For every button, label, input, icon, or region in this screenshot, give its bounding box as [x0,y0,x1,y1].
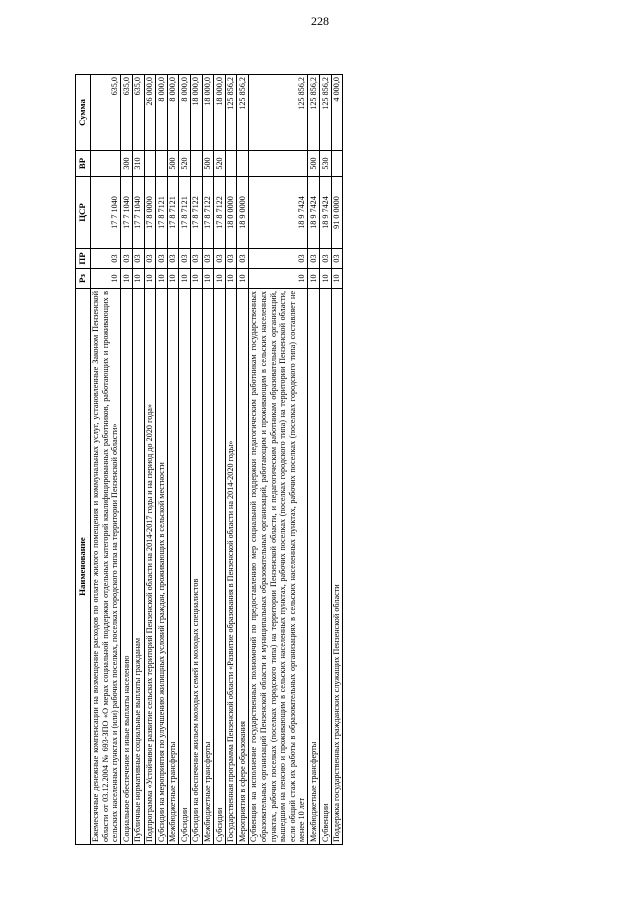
cell-name: Субсидии на обеспечение жильем молодых семей и молодых специалистов [190,289,202,845]
cell-rz: 10 [248,269,308,289]
cell-sum: 4 000,0 [331,75,343,151]
cell-csr: 17 7 1040 [90,177,121,249]
cell-csr: 17 8 7121 [179,177,191,249]
cell-csr: 17 8 7122 [202,177,214,249]
cell-vr: 300 [121,151,133,177]
cell-rz: 10 [156,269,168,289]
cell-sum: 635,0 [90,75,121,151]
cell-sum: 8 000,0 [156,75,168,151]
cell-vr [156,151,168,177]
cell-name: Субвенции [320,289,332,845]
cell-pr: 03 [121,249,133,269]
cell-name: Поддержка государственных гражданских служащих Пензенской области [331,289,343,845]
cell-csr: 18 9 7424 [308,177,320,249]
cell-name: Государственная программа Пензенской области «Развитие образования в Пензенской области на 2014-2020 годы» [225,289,237,845]
table-row [190,75,202,845]
cell-vr: 310 [132,151,144,177]
table-row [121,75,133,845]
cell-name: Мероприятия в сфере образования [237,289,249,845]
cell-vr: 520 [179,151,191,177]
header-name: Наименование [76,289,91,845]
cell-sum: 26 000,0 [144,75,156,151]
cell-rz: 10 [167,269,179,289]
cell-pr: 03 [156,249,168,269]
cell-csr: 17 8 7121 [167,177,179,249]
cell-rz: 10 [225,269,237,289]
header-pr: ПР [76,249,91,269]
cell-sum: 125 856,2 [308,75,320,151]
cell-csr: 18 9 0000 [237,177,249,249]
cell-name: Публичные нормативные социальные выплаты гражданам [132,289,144,845]
cell-pr: 03 [320,249,332,269]
table-row [214,75,226,845]
cell-sum: 635,0 [121,75,133,151]
rotated-table-container [75,75,565,845]
table-body [90,75,343,845]
cell-sum: 125 856,2 [225,75,237,151]
cell-name: Межбюджетные трансферты [308,289,320,845]
header-vr: ВР [76,151,91,177]
cell-vr [237,151,249,177]
cell-vr: 500 [308,151,320,177]
page-number: 228 [311,14,329,28]
table-row [308,75,320,845]
cell-rz: 10 [179,269,191,289]
table-row [320,75,332,845]
cell-pr: 03 [144,249,156,269]
cell-name: Межбюджетные трансферты [167,289,179,845]
cell-pr: 03 [132,249,144,269]
cell-rz: 10 [320,269,332,289]
cell-rz: 10 [144,269,156,289]
table-header-row [76,75,91,845]
header-csr: ЦСР [76,177,91,249]
table-row [167,75,179,845]
cell-name: Подпрограмма «Устойчивое развитие сельских территорий Пензенской области на 2014-2017 годы и на период до 2020 года» [144,289,156,845]
table-row [132,75,144,845]
cell-csr: 17 8 7121 [156,177,168,249]
cell-vr [331,151,343,177]
cell-rz: 10 [132,269,144,289]
header-rz: Рз [76,269,91,289]
table-row [156,75,168,845]
cell-vr [248,151,308,177]
cell-vr: 500 [202,151,214,177]
cell-name: Субсидии [214,289,226,845]
cell-csr: 17 7 1040 [132,177,144,249]
cell-name: Субсидии [179,289,191,845]
cell-pr: 03 [214,249,226,269]
cell-name: Субвенции на исполнение государственных полномочий по предоставлению мер социальной поддержки педагогическим работникам государственных образовательных организаций Пензенской области и муниципальных образовательных организаций, работающим и проживающим в сельских населенных пунктах, рабочих поселках (поселках городского типа) на территории Пензенской области, и педагогическим работникам образовательных организаций, вышедшим на пенсию и проживающим в сельских населенных пунктах, рабочих поселках (поселках городского типа) на территории Пензенской области, если общий стаж их работы в образовательных организациях в сельских населенных пунктах, рабочих поселках (поселках городского типа) составляет не менее 10 лет [248,289,308,845]
cell-name: Социальное обеспечение и иные выплаты населению [121,289,133,845]
cell-vr: 500 [167,151,179,177]
table-row [225,75,237,845]
cell-rz: 10 [331,269,343,289]
cell-csr: 91 0 0000 [331,177,343,249]
table-row [179,75,191,845]
cell-vr [190,151,202,177]
cell-rz: 10 [190,269,202,289]
cell-rz: 10 [237,269,249,289]
table-row [144,75,156,845]
cell-csr: 17 8 7122 [214,177,226,249]
cell-pr: 03 [248,249,308,269]
cell-csr: 17 7 1040 [121,177,133,249]
cell-pr: 03 [190,249,202,269]
cell-csr: 18 9 7424 [320,177,332,249]
cell-sum: 125 856,2 [248,75,308,151]
table-row [331,75,343,845]
cell-vr [225,151,237,177]
table-row [202,75,214,845]
cell-pr: 03 [179,249,191,269]
cell-pr: 03 [308,249,320,269]
cell-sum: 8 000,0 [179,75,191,151]
cell-rz: 10 [121,269,133,289]
table-row [248,75,308,845]
cell-name: Ежемесячные денежные компенсации на возмещение расходов по оплате жилого помещения и коммунальных услуг, установленные Законом Пензенской области от 03.12.2004 № 693-ЗПО «О мерах социальной поддержки отдельных категорий квалифицированных работников, работающих и проживающих в сельских населенных пунктах и (или) рабочих поселках, поселках городского типа на территории Пензенской области» [90,289,121,845]
cell-csr: 17 8 7122 [190,177,202,249]
cell-sum: 8 000,0 [167,75,179,151]
cell-vr [90,151,121,177]
cell-pr: 03 [202,249,214,269]
cell-pr: 03 [167,249,179,269]
cell-sum: 635,0 [132,75,144,151]
cell-rz: 10 [202,269,214,289]
cell-vr: 520 [214,151,226,177]
cell-rz: 10 [308,269,320,289]
cell-sum: 125 856,2 [320,75,332,151]
cell-sum: 18 000,0 [214,75,226,151]
header-sum: Сумма [76,75,91,151]
cell-csr: 17 8 0000 [144,177,156,249]
cell-pr: 03 [331,249,343,269]
cell-rz: 10 [90,269,121,289]
table-row [90,75,121,845]
cell-csr: 18 9 7424 [248,177,308,249]
cell-name: Субсидии на мероприятия по улучшению жилищных условий граждан, проживающих в сельской местности [156,289,168,845]
budget-table [75,74,343,845]
cell-sum: 18 000,0 [202,75,214,151]
cell-name: Межбюджетные трансферты [202,289,214,845]
cell-rz: 10 [214,269,226,289]
cell-pr: 03 [237,249,249,269]
cell-sum: 125 856,2 [237,75,249,151]
cell-vr [144,151,156,177]
cell-sum: 18 000,0 [190,75,202,151]
cell-pr: 03 [90,249,121,269]
cell-csr: 18 0 0000 [225,177,237,249]
table-row [237,75,249,845]
cell-vr: 530 [320,151,332,177]
cell-pr: 03 [225,249,237,269]
